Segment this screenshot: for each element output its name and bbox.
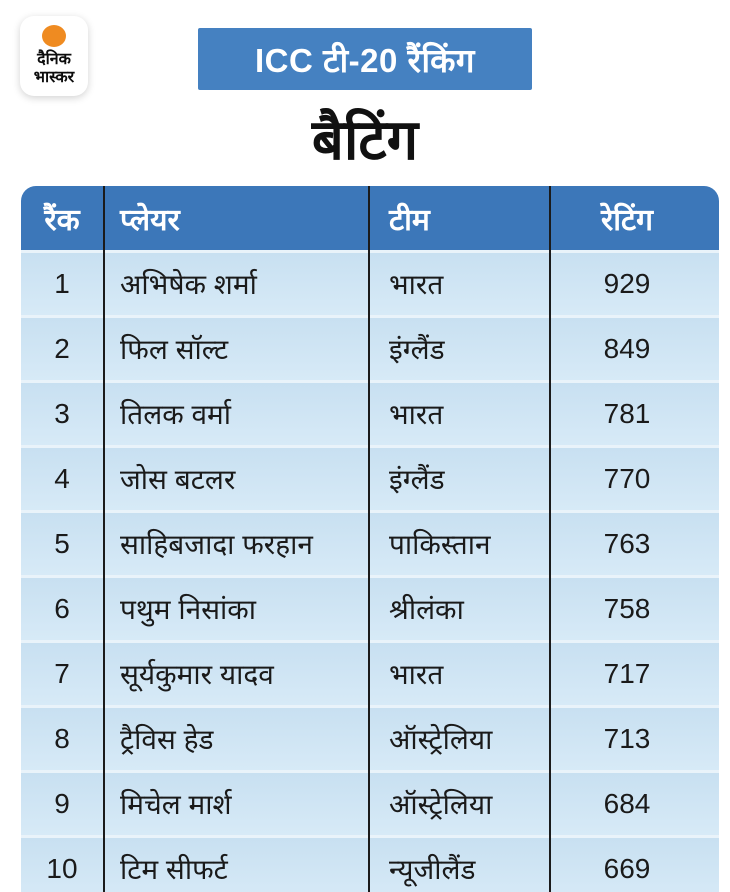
rank-value: 1 — [54, 268, 70, 299]
player-name: अभिषेक शर्मा — [120, 269, 257, 300]
table-row — [21, 835, 719, 892]
table-row — [21, 640, 719, 705]
rating-value: 717 — [603, 658, 651, 689]
team-name: भारत — [389, 269, 444, 300]
player-name: सूर्यकुमार यादव — [120, 659, 274, 690]
rating-value: 849 — [603, 333, 651, 364]
table-row — [21, 250, 719, 315]
logo-text-line2: भास्कर — [33, 69, 75, 86]
team-name: इंग्लैंड — [389, 464, 445, 495]
player-name: मिचेल मार्श — [120, 789, 232, 820]
player-name: साहिबजादा फरहान — [120, 529, 313, 560]
page-title: बैटिंग — [311, 108, 419, 171]
player-name: ट्रैविस हेड — [120, 724, 214, 755]
column-divider — [368, 186, 370, 892]
team-name: भारत — [389, 399, 444, 430]
team-name: भारत — [389, 659, 444, 690]
team-name: पाकिस्तान — [389, 529, 491, 560]
player-name: पथुम निसांका — [120, 594, 257, 625]
column-divider — [549, 186, 551, 892]
team-name: न्यूजीलैंड — [389, 854, 476, 885]
header-rating: रेटिंग — [600, 203, 654, 237]
rank-value: 3 — [54, 398, 70, 429]
rank-value: 6 — [54, 593, 70, 624]
table-row — [21, 510, 719, 575]
player-name: फिल सॉल्ट — [120, 334, 229, 365]
header-team: टीम — [389, 203, 430, 237]
player-name: टिम सीफर्ट — [120, 854, 228, 885]
rating-value: 763 — [603, 528, 651, 559]
rank-value: 9 — [54, 788, 70, 819]
player-name: तिलक वर्मा — [120, 399, 232, 430]
rating-value: 669 — [603, 853, 651, 884]
table-header-row — [21, 186, 719, 250]
rating-value: 929 — [603, 268, 651, 299]
rating-value: 684 — [603, 788, 651, 819]
rating-value: 758 — [603, 593, 651, 624]
player-name: जोस बटलर — [120, 464, 236, 495]
team-name: ऑस्ट्रेलिया — [389, 724, 493, 755]
rankings-table — [21, 186, 719, 892]
table-row — [21, 575, 719, 640]
rank-value: 7 — [54, 658, 70, 689]
banner-title: ICC टी-20 रैंकिंग — [254, 41, 475, 79]
sun-icon — [42, 25, 66, 47]
table-row — [21, 770, 719, 835]
column-divider — [103, 186, 105, 892]
rank-value: 5 — [54, 528, 70, 559]
team-name: ऑस्ट्रेलिया — [389, 789, 493, 820]
table-row — [21, 445, 719, 510]
table-row — [21, 705, 719, 770]
dainik-bhaskar-logo — [20, 16, 88, 96]
rank-value: 8 — [54, 723, 70, 754]
rank-value: 10 — [46, 853, 78, 884]
rating-value: 770 — [603, 463, 651, 494]
rating-value: 713 — [603, 723, 651, 754]
title-banner — [198, 28, 532, 90]
header-rank: रैंक — [44, 203, 80, 237]
table-row — [21, 380, 719, 445]
table-row — [21, 315, 719, 380]
logo-text-line1: दैनिक — [37, 51, 71, 68]
rating-value: 781 — [603, 398, 651, 429]
team-name: श्रीलंका — [389, 594, 464, 625]
rank-value: 2 — [54, 333, 70, 364]
rank-value: 4 — [54, 463, 70, 494]
header-player: प्लेयर — [120, 203, 180, 237]
team-name: इंग्लैंड — [389, 334, 445, 365]
